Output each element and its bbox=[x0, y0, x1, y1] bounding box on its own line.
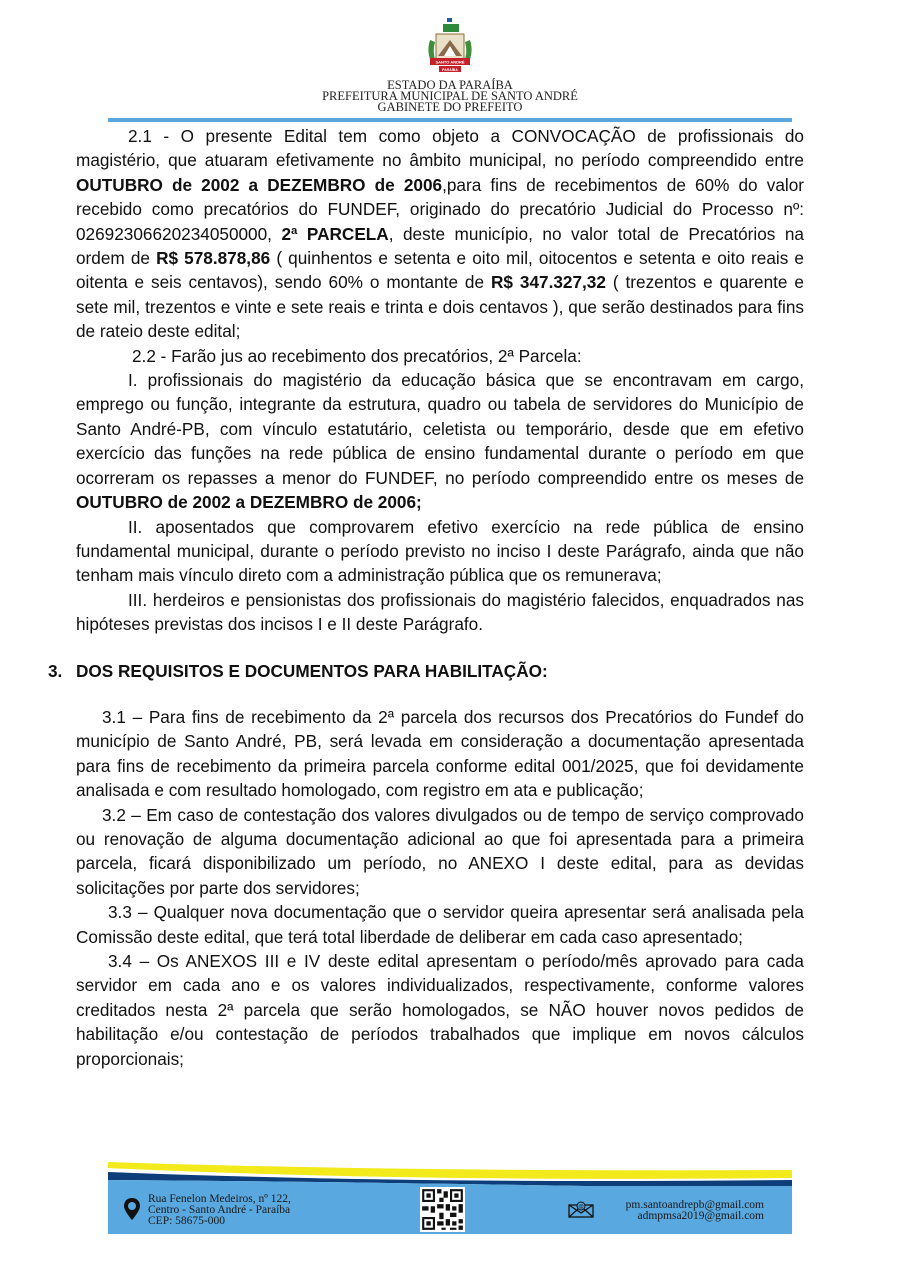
period-highlight: OUTUBRO de 2002 a DEZEMBRO de 2006 bbox=[76, 174, 443, 195]
coat-of-arms-icon bbox=[420, 18, 480, 80]
prefecture-name: PREFEITURA MUNICIPAL DE SANTO ANDRÉ bbox=[322, 89, 578, 103]
state-name: ESTADO DA PARAÍBA bbox=[387, 78, 513, 92]
envelope-at-icon bbox=[568, 1200, 594, 1218]
clause-2-1: 2.1 - O presente Edital tem como objeto a CONVOCAÇÃO de profissionais do magistério, que atuaram efetivamente no âmbito municipal, no período compreendido entre OUTUBRO de 2002 a DEZEMBRO de 2006,para fins de recebimentos de 60% do valor recebido como precatórios do FUNDEF, originado do precatório Judicial do Processo nº: 02692306620234050000, 2ª PARCELA, deste município, no valor total de Precatórios na ordem de R$ 578.878,86 ( quinhentos e setenta e oito mil, oitocentos e setenta e oito reais e oitenta e seis centavos), sendo 60% o montante de R$ 347.327,32 ( trezentos e quarente e sete mil, trezentos e vinte e sete reais e trinta e dois centavos ), que serão destinados para fins de rateio deste edital; bbox=[76, 126, 804, 342]
email-secondary[interactable]: admpmsa2019@gmail.com bbox=[637, 1210, 764, 1222]
period-highlight: OUTUBRO de 2002 a DEZEMBRO de 2006; bbox=[76, 492, 422, 513]
office-name: GABINETE DO PREFEITO bbox=[377, 100, 523, 114]
document-body bbox=[48, 124, 804, 1071]
email-block bbox=[602, 1200, 764, 1222]
item-ii: II. aposentados que comprovarem efetivo exercício na rede pública de ensino fundamental municipal, durante o período previsto no inciso I deste Parágrafo, ainda que não tenham mais vínculo direto com a administração pública que os remunerava; bbox=[76, 516, 804, 586]
letterhead bbox=[0, 0, 900, 122]
qr-code-icon[interactable] bbox=[420, 1187, 465, 1232]
header-divider bbox=[108, 118, 792, 122]
clause-3-3: 3.3 – Qualquer nova documentação que o servidor queira apresentar será analisada pela Comissão deste edital, que terá total liberdade de deliberar em cada caso apresentado; bbox=[76, 902, 804, 947]
clause-3-4: 3.4 – Os ANEXOS III e IV deste edital apresentam o período/mês aprovado para cada servidor em cada ano e os valores individualizados, respectivamente, conforme valores creditados nesta 2ª parcela que serão homologados, se NÃO houver novos pedidos de habilitação e/ou contestação de períodos trabalhados que implique em novos cálculos proporcionais; bbox=[76, 951, 804, 1069]
installment-highlight: 2ª PARCELA bbox=[281, 223, 389, 244]
section-3-heading: 3. DOS REQUISITOS E DOCUMENTOS PARA HABILITAÇÃO: bbox=[48, 660, 548, 681]
sixty-percent-amount: R$ 347.327,32 bbox=[490, 272, 606, 293]
address-block: Rua Fenelon Medeiros, nº 122, Centro - Santo André - Paraíba CEP: 58675-000 bbox=[148, 1193, 291, 1227]
map-pin-icon bbox=[124, 1198, 140, 1220]
svg-text:@: @ bbox=[578, 1204, 584, 1210]
clause-3-2: 3.2 – Em caso de contestação dos valores divulgados ou de tempo de serviço comprovado ou renovação de alguma documentação adicional ao que foi apresentada para a primeira parcela, ficará disponibilizado um período, no ANEXO I deste edital, para as devidas solicitações por parte dos servidores; bbox=[76, 804, 804, 898]
clause-2-2: 2.2 - Farão jus ao recebimento dos precatórios, 2ª Parcela: bbox=[132, 345, 582, 366]
item-i: I. profissionais do magistério da educação básica que se encontravam em cargo, emprego ou função, integrante da estrutura, quadro ou tabela de servidores do Município de Santo André-PB, com vínculo estatutário, celetista ou temporário, desde que em efetivo exercício das funções na rede pública de ensino fundamental durante o período em que ocorreram os repasses a menor do FUNDEF, no período compreendido entre os meses de OUTUBRO de 2002 a DEZEMBRO de 2006; bbox=[76, 370, 804, 513]
svg-text:PARAÍBA: PARAÍBA bbox=[442, 67, 458, 72]
email-primary[interactable]: pm.santoandrepb@gmail.com bbox=[625, 1199, 764, 1211]
clause-3-1: 3.1 – Para fins de recebimento da 2ª parcela dos recursos dos Precatórios do Fundef do município de Santo André, PB, será levada em consideração a documentação apresentada para fins de recebimento da primeira parcela conforme edital 001/2025, que foi devidamente analisada e com resultado homologado, com registro em ata e publicação; bbox=[76, 706, 804, 801]
letterhead-footer bbox=[108, 1158, 792, 1238]
svg-text:SANTO ANDRÉ: SANTO ANDRÉ bbox=[435, 59, 465, 65]
item-iii: III. herdeiros e pensionistas dos profissionais do magistério falecidos, enquadrados nas hipóteses previstas dos incisos I e II deste Parágrafo. bbox=[76, 589, 804, 635]
total-amount: R$ 578.878,86 bbox=[156, 248, 271, 269]
